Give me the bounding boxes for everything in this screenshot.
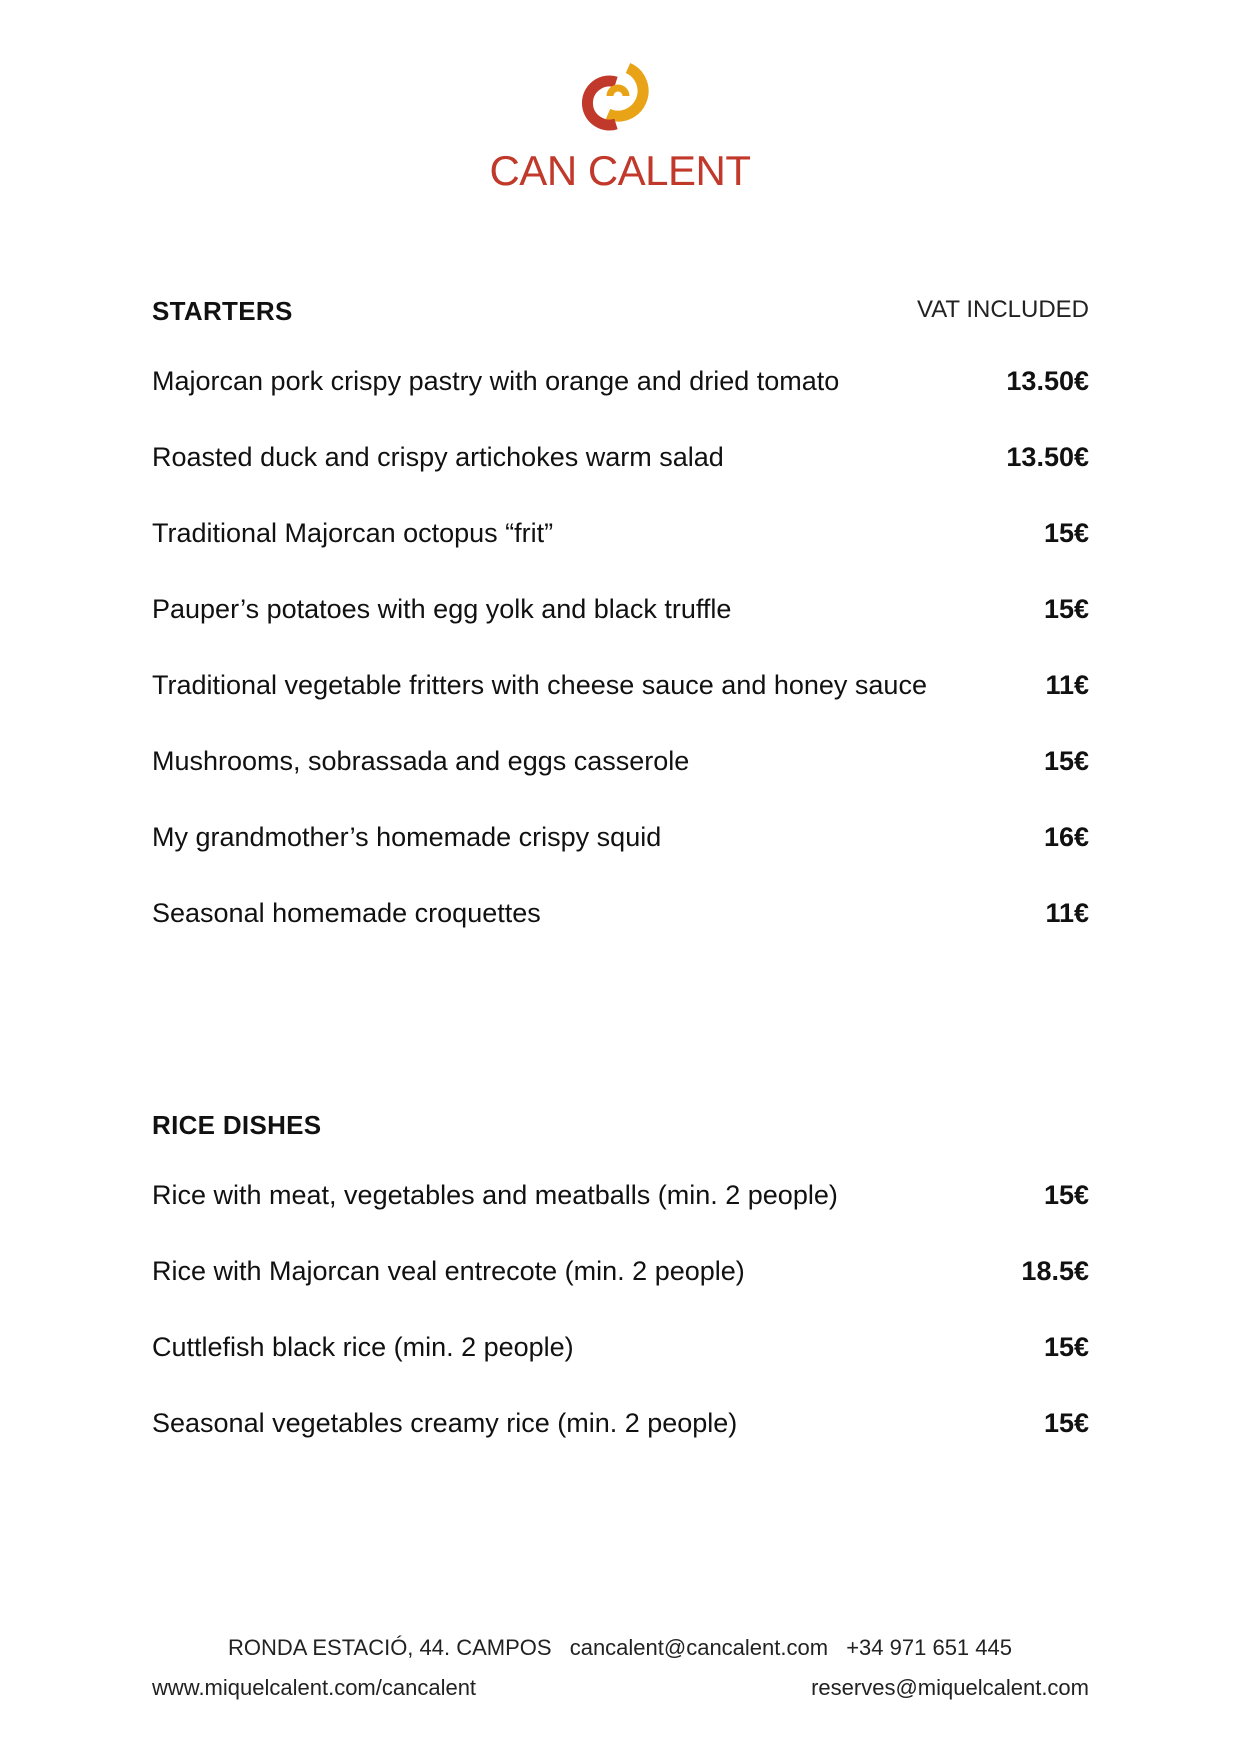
restaurant-logo [0,52,1240,194]
item-price: 15€ [1043,594,1089,624]
item-name: Rice with Majorcan veal entrecote (min. 2 people) [152,1256,745,1286]
menu-item [152,670,1089,746]
email-link[interactable]: cancalent@cancalent.com [569,1635,829,1660]
menu-item [152,1332,1089,1408]
section-title: RICE DISHES [152,1110,322,1140]
item-name: My grandmother’s homemade crispy squid [152,822,662,852]
menu-item [152,1180,1089,1256]
menu-item [152,822,1089,898]
vat-note: VAT INCLUDED [916,296,1089,323]
item-price: 18.5€ [1021,1256,1089,1286]
item-name: Roasted duck and crispy artichokes warm salad [152,442,724,472]
menu-item [152,594,1089,670]
item-name: Traditional vegetable fritters with cheese sauce and honey sauce [152,670,927,700]
item-name: Rice with meat, vegetables and meatballs (min. 2 people) [152,1180,838,1210]
item-price: 13.50€ [1006,366,1089,396]
website-link[interactable]: www.miquelcalent.com/cancalent [152,1675,477,1700]
footer-contact [0,1635,1240,1661]
item-name: Traditional Majorcan octopus “frit” [152,518,554,548]
item-name: Majorcan pork crispy pastry with orange and dried tomato [152,366,840,396]
menu-item [152,1408,1089,1484]
item-name: Mushrooms, sobrassada and eggs casserole [152,746,690,776]
section-title: STARTERS [152,296,293,326]
item-price: 13.50€ [1006,442,1089,472]
menu-item [152,442,1089,518]
item-name: Pauper’s potatoes with egg yolk and black truffle [152,594,732,624]
item-name: Seasonal vegetables creamy rice (min. 2 people) [152,1408,738,1438]
item-price: 15€ [1043,1408,1089,1438]
brand-name: CAN CALENT [489,147,751,194]
menu-item [152,518,1089,594]
item-price: 15€ [1043,1180,1089,1210]
logo-mark-icon [580,52,660,142]
menu-item [152,746,1089,822]
starters-section [152,296,1089,974]
rice-dishes-section [152,1110,1089,1484]
item-price: 15€ [1043,518,1089,548]
item-name: Seasonal homemade croquettes [152,898,541,928]
item-price: 11€ [1045,670,1089,700]
phone-number[interactable]: +34 971 651 445 [846,1635,1012,1660]
item-price: 11€ [1045,898,1089,928]
reservations-email-link[interactable]: reserves@miquelcalent.com [811,1675,1089,1700]
item-name: Cuttlefish black rice (min. 2 people) [152,1332,574,1362]
item-price: 15€ [1043,746,1089,776]
item-price: 15€ [1043,1332,1089,1362]
item-price: 16€ [1043,822,1089,852]
menu-item [152,366,1089,442]
menu-item [152,1256,1089,1332]
address: RONDA ESTACIÓ, 44. CAMPOS [228,1635,552,1660]
menu-item [152,898,1089,974]
